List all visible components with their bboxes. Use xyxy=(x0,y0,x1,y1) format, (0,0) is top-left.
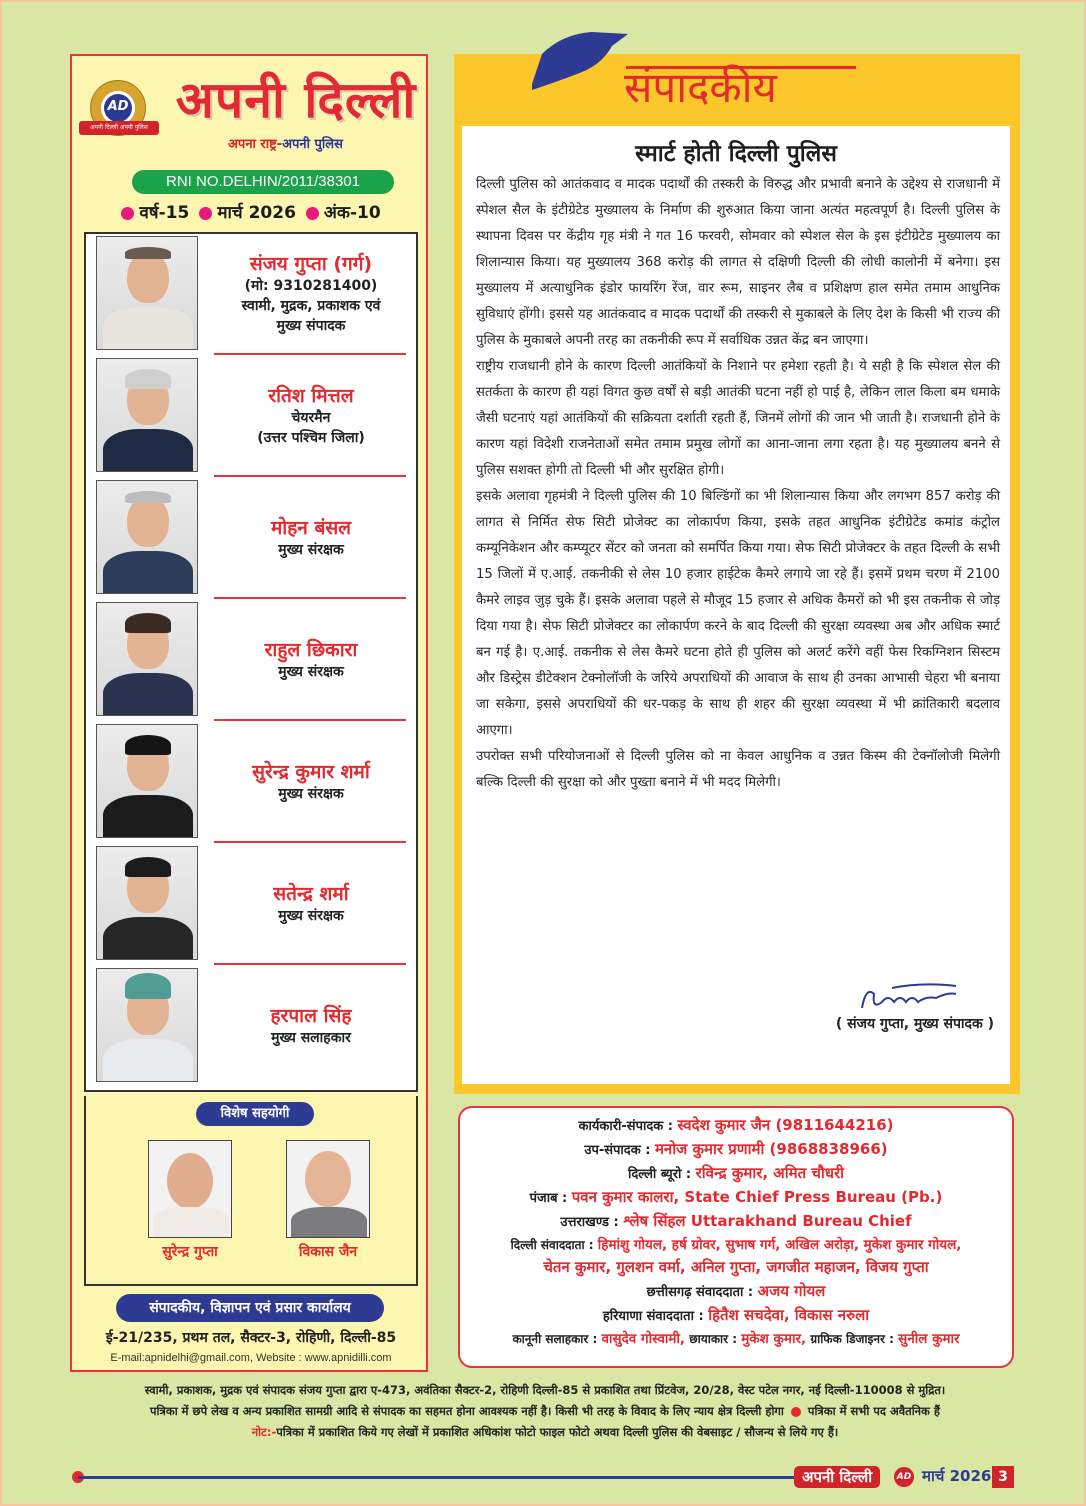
staff-list xyxy=(84,232,418,1092)
credit-line: हरियाणा संवाददाता : हितैश सचदेवा, विकास नरुला xyxy=(602,1306,870,1324)
article-author: ( संजय गुप्ता, मुख्य संपादक ) xyxy=(835,1016,994,1032)
page-number: 3 xyxy=(992,1466,1014,1488)
footer-logo-icon: AD xyxy=(894,1467,914,1487)
police-badge-logo-icon: AD अपनी दिल्ली अपनी पुलिस xyxy=(90,80,146,136)
issue-year: वर्ष-15 xyxy=(121,200,189,223)
person-photo xyxy=(96,358,198,472)
staff-role: (उत्तर पश्चिम जिला) xyxy=(257,430,365,446)
staff-name: हरपाल सिंह xyxy=(270,1005,352,1027)
publication-tagline: अपना राष्ट्र-अपनी पुलिस xyxy=(228,137,343,152)
person-photo xyxy=(96,236,198,350)
publication-title: अपनी दिल्ली xyxy=(175,71,417,129)
staff-role: मुख्य संरक्षक xyxy=(278,542,344,558)
person-photo xyxy=(96,968,198,1082)
divider xyxy=(214,963,406,965)
footer-brand: अपनी दिल्ली xyxy=(794,1466,880,1488)
office-contact[interactable]: E-mail:apnidelhi@gmail.com, Website : www.apnidilli.com xyxy=(110,1352,392,1364)
credit-line: उत्तराखण्ड : श्लेष सिंहल Uttarakhand Bureau Chief xyxy=(560,1212,912,1230)
staff-role: चेयरमैन xyxy=(291,410,331,426)
staff-name: रतिश मित्तल xyxy=(268,385,354,407)
issue-month: मार्च 2026 xyxy=(199,200,296,223)
article-body xyxy=(476,172,1000,796)
note-line: नोट:-पत्रिका में प्रकाशित किये गए लेखों में प्रकाशित अधिकांश फोटो फाइल फोटो अथवा दिल्ली पुलिस की वेबसाइट / सौजन्य से लिये गए हैं। xyxy=(251,1425,839,1439)
issue-info xyxy=(72,200,430,223)
staff-name: मोहन बंसल xyxy=(270,517,352,539)
staff-credits xyxy=(458,1106,1014,1368)
divider xyxy=(214,597,406,599)
bullet-icon xyxy=(306,207,319,220)
divider xyxy=(214,353,406,355)
article-title: स्मार्ट होती दिल्ली पुलिस xyxy=(635,141,837,167)
staff-card xyxy=(86,478,416,599)
credit-line: कार्यकारी-संपादक : स्वदेश कुमार जैन (9811644216) xyxy=(578,1116,894,1134)
staff-card xyxy=(86,966,416,1087)
staff-role: स्वामी, मुद्रक, प्रकाशक एवं xyxy=(241,298,381,314)
staff-role: मुख्य संपादक xyxy=(276,318,346,334)
rni-number-badge: RNI NO.DELHIN/2011/38301 xyxy=(132,170,394,194)
bullet-icon xyxy=(791,1407,801,1417)
credit-line: छत्तीसगढ़ संवाददाता : अजय गोयल xyxy=(646,1282,826,1300)
editorial-heading: संपादकीय xyxy=(624,63,777,112)
staff-card xyxy=(86,844,416,965)
office-heading: संपादकीय, विज्ञापन एवं प्रसार कार्यालय xyxy=(116,1294,384,1322)
signature-icon xyxy=(852,980,962,1016)
issue-number: अंक-10 xyxy=(306,200,381,223)
staff-card xyxy=(86,600,416,721)
editorial-section xyxy=(454,54,1020,1094)
staff-role: मुख्य सलाहकार xyxy=(271,1030,351,1046)
person-photo xyxy=(96,846,198,960)
credit-line: कानूनी सलाहकार : वासुदेव गोस्वामी, छायाकार : मुकेश कुमार, ग्राफिक डिजाइनर : सुनील कुमार xyxy=(512,1331,960,1347)
person-photo xyxy=(286,1140,370,1238)
article-paragraph: इसके अलावा गृहमंत्री ने दिल्ली पुलिस की 10 बिल्डिंगों का भी शिलान्यास किया और लगभग 857 करोड़ की लागत से निर्मित सेफ सिटी प्रोजेक्ट का लोकार्पण किया, इसके तहत आधुनिक इंटीग्रेटेड कमांड कंट्रोल कम्यूनिकेशन और कम्प्यूटर सेंटर को जनता को समर्पित किया गया। सेफ सिटी प्रोजेक्टर के तहत दिल्ली के सभी 15 जिलों में ए.आई. तकनीकी से लेस 10 हजार हाईटेक कैमरे लगाये जा रहे हैं। इसमें प्रथम चरण में 2100 कैमरे लाइव जुड़ चुके हैं। इसके अलावा पहले से मौजूद 15 हजार से अधिक कैमरों को भी इस तकनीक से जोड़ दिया गया है। सेफ सिटी प्रोजेक्टर का लोकार्पण करने के बाद दिल्ली की सुरक्षा व्यवस्था अब और अधिक स्मार्ट बन गई है। ए.आई. तकनीक से लेस कैमरे घटना होते ही पुलिस को अलर्ट करेंगे वहीं फेस रिकग्निशन सिस्टम और डिस्ट्रेस डीटेक्शन टेक्नोलॉजी के जरिये अपराधियों की आवाज के साथ ही उनका आभासी चेहरा भी बनाया जा सकेगा, इससे अपराधियों की धर-पकड़ के साथ ही शहर की सुरक्षा व्यवस्था में भी क्रांतिकारी बदलाव आएगा। xyxy=(476,489,1000,738)
writing-hand-icon xyxy=(532,24,632,90)
article-paragraph: राष्ट्रीय राजधानी होने के कारण दिल्ली आतंकियों के निशाने पर हमेशा रहती है। ये सही है कि स्पेशल सेल की सतर्कता के कारण ही यहां विगत कुछ वर्षों से बड़ी आतंकी घटना नहीं हो पाई है, लेकिन लाल किला बम धमाके जैसी घटनाएं यहां आतंकियों की सक्रियता दर्शाती रहती हैं, जिनमें लोगों की जान भी जाती है। राजधानी होने के कारण यहां विदेशी राजनेताओं समेत तमाम प्रमुख लोगों का आना-जाना लगा रहता है। यह मुख्यालय बनने से पुलिस सशक्त होगी तो दिल्ली भी और सुरक्षित होगी। xyxy=(476,359,1000,478)
masthead-panel xyxy=(70,54,428,1372)
person-photo xyxy=(96,602,198,716)
imprint-notes xyxy=(2,1380,1086,1443)
person-photo xyxy=(96,480,198,594)
staff-card xyxy=(86,722,416,843)
credit-line: दिल्ली संवाददाता : हिमांशु गोयल, हर्ष ग्रोवर, सुभाष गर्ग, अखिल अरोड़ा, मुकेश कुमार गोयल, xyxy=(510,1237,962,1253)
bullet-icon xyxy=(121,207,134,220)
article-paragraph: दिल्ली पुलिस को आतंकवाद व मादक पदार्थों की तस्करी के विरुद्ध और प्रभावी बनाने के उद्देश्य से राजधानी में स्पेशल सैल के इंटीग्रेटेड मुख्यालय के निर्माण की शुरुआत किया जाना अत्यंत महत्वपूर्ण है। दिल्ली पुलिस के स्थापना दिवस पर केंद्रीय गृह मंत्री ने गत 16 फरवरी, सोमवार को स्पेशल सेल के इस इंटीग्रेटेड मुख्यालय का शिलान्यास किया। यह मुख्यालय 368 करोड़ की लागत से दक्षिणी दिल्ली की लोधी कालोनी में बनेगा। इस मुख्यालय में अत्याधुनिक इंडोर फायरिंग रेंज, वार रूम, साइनर लैब व प्रशिक्षण हाल समेत तमाम आधुनिक सुविधाएं होंगी। इससे यह आतंकवाद व मादक पदार्थों की तस्करी से मुकाबले के लिए देश के किसी भी राज्य की पुलिस के मुकाबले अपनी तरह का तकनीकी रूप में सर्वाधिक उन्नत केंद्र बन जाएगा। xyxy=(476,177,1000,348)
credit-line: दिल्ली ब्यूरो : रविन्द्र कुमार, अमित चौधरी xyxy=(627,1164,845,1182)
staff-card xyxy=(86,356,416,477)
article-paragraph: उपरोक्त सभी परियोजनाओं से दिल्ली पुलिस को ना केवल आधुनिक व उन्नत किस्म की टेक्नॉलोजी मिलेगी बल्कि दिल्ली की सुरक्षा को और पुख्ता बनाने में भी मदद मिलेगी। xyxy=(476,749,1000,790)
special-contributors-heading: विशेष सहयोगी xyxy=(196,1102,314,1126)
office-address: ई-21/235, प्रथम तल, सैक्टर-3, रोहिणी, दिल्ली-85 xyxy=(105,1330,397,1346)
divider xyxy=(214,719,406,721)
bullet-icon xyxy=(199,207,212,220)
staff-role: मुख्य संरक्षक xyxy=(278,664,344,680)
credit-line: उप-संपादक : मनोज कुमार प्रणामी (9868838966) xyxy=(584,1140,888,1158)
staff-name: सतेन्द्र शर्मा xyxy=(273,883,349,905)
credit-line: पंजाब : पवन कुमार कालरा, State Chief Press Bureau (Pb.) xyxy=(529,1188,943,1206)
special-contributors xyxy=(84,1096,418,1286)
staff-name: संजय गुप्ता (गर्ग) xyxy=(249,253,373,275)
person-photo xyxy=(148,1140,232,1238)
staff-phone: (मो: 9310281400) xyxy=(244,278,378,294)
person-photo xyxy=(96,724,198,838)
contributor-name: विकास जैन xyxy=(298,1244,358,1260)
staff-name: सुरेन्द्र कुमार शर्मा xyxy=(252,761,370,783)
staff-role: मुख्य संरक्षक xyxy=(278,786,344,802)
editorial-article xyxy=(462,126,1010,1084)
contributor-name: सुरेन्द्र गुप्ता xyxy=(162,1244,218,1260)
credit-line: चेतन कुमार, गुलशन वर्मा, अनिल गुप्ता, जगजीत महाजन, विजय गुप्ता xyxy=(543,1258,929,1276)
staff-name: राहुल छिकारा xyxy=(264,639,358,661)
divider xyxy=(214,475,406,477)
staff-card xyxy=(86,234,416,355)
footer-date: मार्च 2026 xyxy=(922,1467,992,1485)
imprint-line: स्वामी, प्रकाशक, मुद्रक एवं संपादक संजय गुप्ता द्वारा ए-473, अवंतिका सैक्टर-2, रोहिणी दिल्ली-85 से प्रकाशित तथा प्रिंटवेज, 20/28, वेस्ट पटेल नगर, नई दिल्ली-110008 से मुद्रित। xyxy=(144,1383,946,1397)
staff-role: मुख्य संरक्षक xyxy=(278,908,344,924)
logo-ribbon: अपनी दिल्ली अपनी पुलिस xyxy=(79,121,159,135)
divider xyxy=(214,841,406,843)
footer-rule xyxy=(78,1476,798,1479)
disclaimer-line: पत्रिका में छपे लेख व अन्य प्रकाशित सामग्री आदि से संपादक का सहमत होना आवश्यक नहीं है। किसी भी तरह के विवाद के लिए न्याय क्षेत्र दिल्ली होगा पत्रिका में सभी पद अवैतनिक हैं xyxy=(150,1404,940,1418)
